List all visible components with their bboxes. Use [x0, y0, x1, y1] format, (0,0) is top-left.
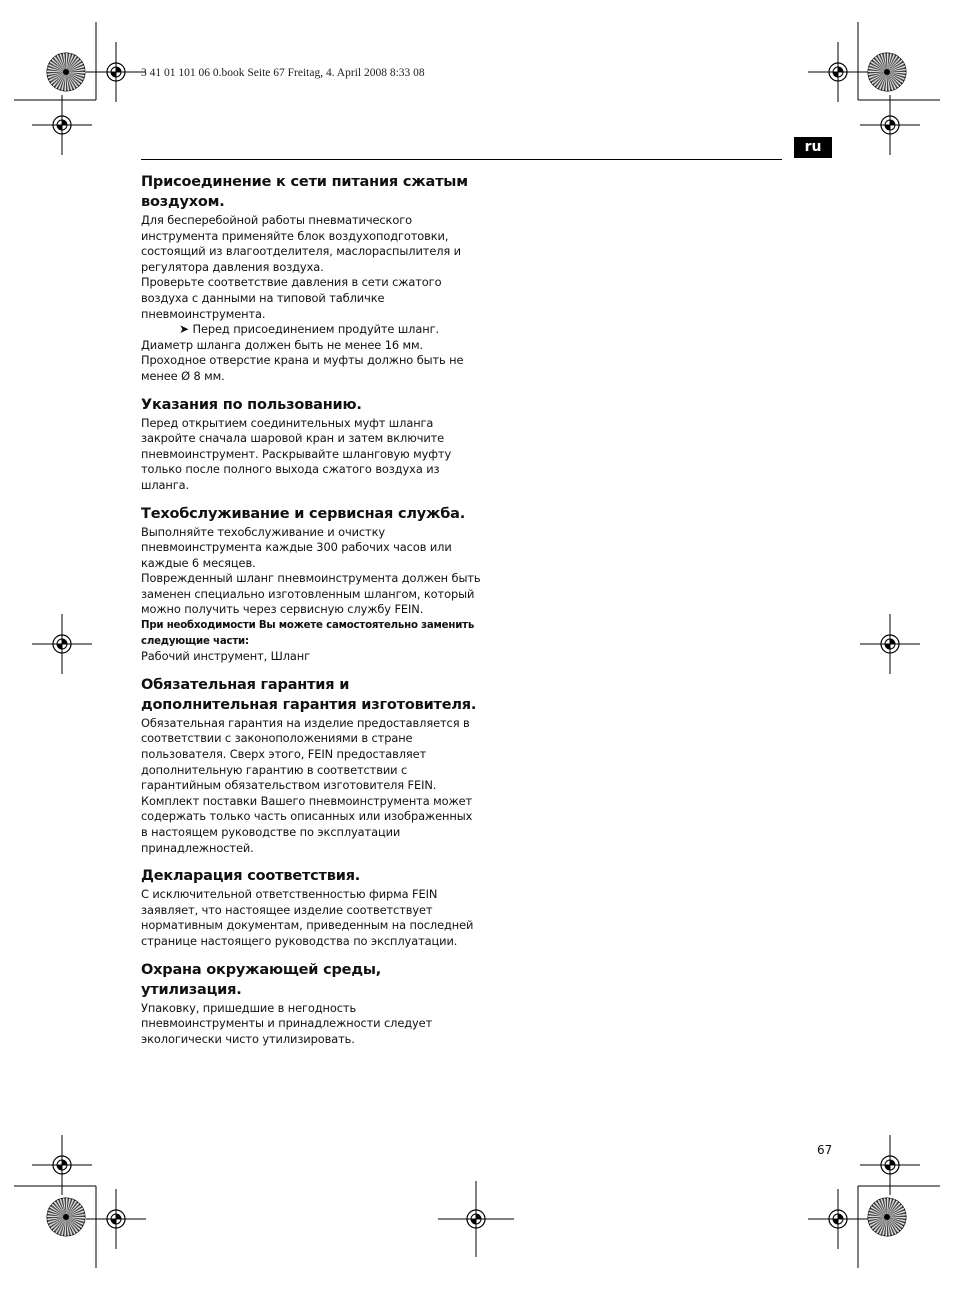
crosshair-mark [860, 614, 920, 674]
section-heading: Указания по пользованию. [141, 396, 362, 413]
section-compressed-air-connection [141, 172, 481, 385]
section-environmental-disposal [141, 960, 481, 1048]
section-heading: Обязательная гарантия и дополнительная гарантия изготовителя. [141, 676, 477, 713]
paragraph: Выполняйте техобслуживание и очистку пневмоинструмента каждые 300 рабочих часов или каждые 6 месяцев. [141, 524, 452, 570]
paragraph: Диаметр шланга должен быть не менее 16 мм. [141, 337, 424, 352]
print-info: 3 41 01 101 06 0.book Seite 67 Freitag, 4. April 2008 8:33 08 [141, 67, 425, 79]
section-heading: Охрана окружающей среды, утилизация. [141, 961, 382, 998]
paragraph: Комплект поставки Вашего пневмоинструмента может содержать только часть описанных или изображенных в настоящем руководстве по эксплуатации принадлежностей. [141, 793, 473, 855]
paragraph: Для бесперебойной работы пневматического инструмента применяйте блок воздухоподготовки, состоящий из влагоотделителя, маслораспылителя и регулятора давления воздуха. [141, 213, 461, 274]
starburst-mark [868, 53, 906, 91]
arrow-icon: ➤ [179, 322, 189, 337]
starburst-mark [47, 1198, 85, 1236]
crosshair-mark [32, 614, 92, 674]
language-tab: ru [794, 137, 832, 158]
section-heading: Декларация соответствия. [141, 868, 361, 885]
section-usage-instructions [141, 395, 481, 494]
page-number: 67 [817, 1143, 833, 1157]
crosshair-mark [860, 95, 920, 155]
paragraph: Проверьте соответствие давления в сети сжатого воздуха с данными на типовой табличке пневмоинструмента. [141, 275, 442, 321]
starburst-mark [47, 53, 85, 91]
section-maintenance-service [141, 504, 481, 665]
bold-note: При необходимости Вы можете самостоятельно заменить следующие части: [141, 620, 475, 647]
paragraph: Обязательная гарантия на изделие предоставляется в соответствии с законоположениями в стране пользователя. Сверх этого, FEIN предоставляет дополнительную гарантию в соответствии с гарантийным обязательством изготовителя FEIN. [141, 715, 470, 793]
crosshair-mark [438, 1181, 514, 1257]
header-rule [141, 159, 782, 160]
crosshair-mark [86, 1189, 146, 1249]
paragraph: Проходное отверстие крана и муфты должно быть не менее Ø 8 мм. [141, 353, 464, 383]
paragraph: Поврежденный шланг пневмоинструмента должен быть заменен специально изготовленным шлангом, который можно получить через сервисную службу FEIN. [141, 571, 481, 617]
crosshair-mark [808, 42, 868, 102]
section-declaration-of-conformity [141, 866, 481, 949]
content-column [141, 172, 481, 1057]
crosshair-mark [32, 95, 92, 155]
action-step [141, 322, 481, 338]
paragraph: Перед открытием соединительных муфт шланга закройте сначала шаровой кран и затем включите пневмоинструмент. Раскрывайте шланговую муфту только после полного выхода сжатого воздуха из шланга. [141, 415, 452, 492]
starburst-mark [868, 1198, 906, 1236]
paragraph: Упаковку, пришедшие в негодность пневмоинструменты и принадлежности следует экологически чисто утилизировать. [141, 1000, 433, 1046]
replaceable-parts: Рабочий инструмент, Шланг [141, 649, 311, 664]
section-heading: Присоединение к сети питания сжатым воздухом. [141, 174, 468, 210]
section-warranty [141, 675, 481, 856]
section-heading: Техобслуживание и сервисная служба. [141, 505, 466, 522]
step-text: Перед присоединением продуйте шланг. [192, 322, 439, 337]
paragraph: С исключительной ответственностью фирма FEIN заявляет, что настоящее изделие соответствует нормативным документам, приведенным на последней странице настоящего руководства по эксплуатации. [141, 887, 474, 948]
crosshair-mark [808, 1189, 868, 1249]
crosshair-mark [86, 42, 146, 102]
